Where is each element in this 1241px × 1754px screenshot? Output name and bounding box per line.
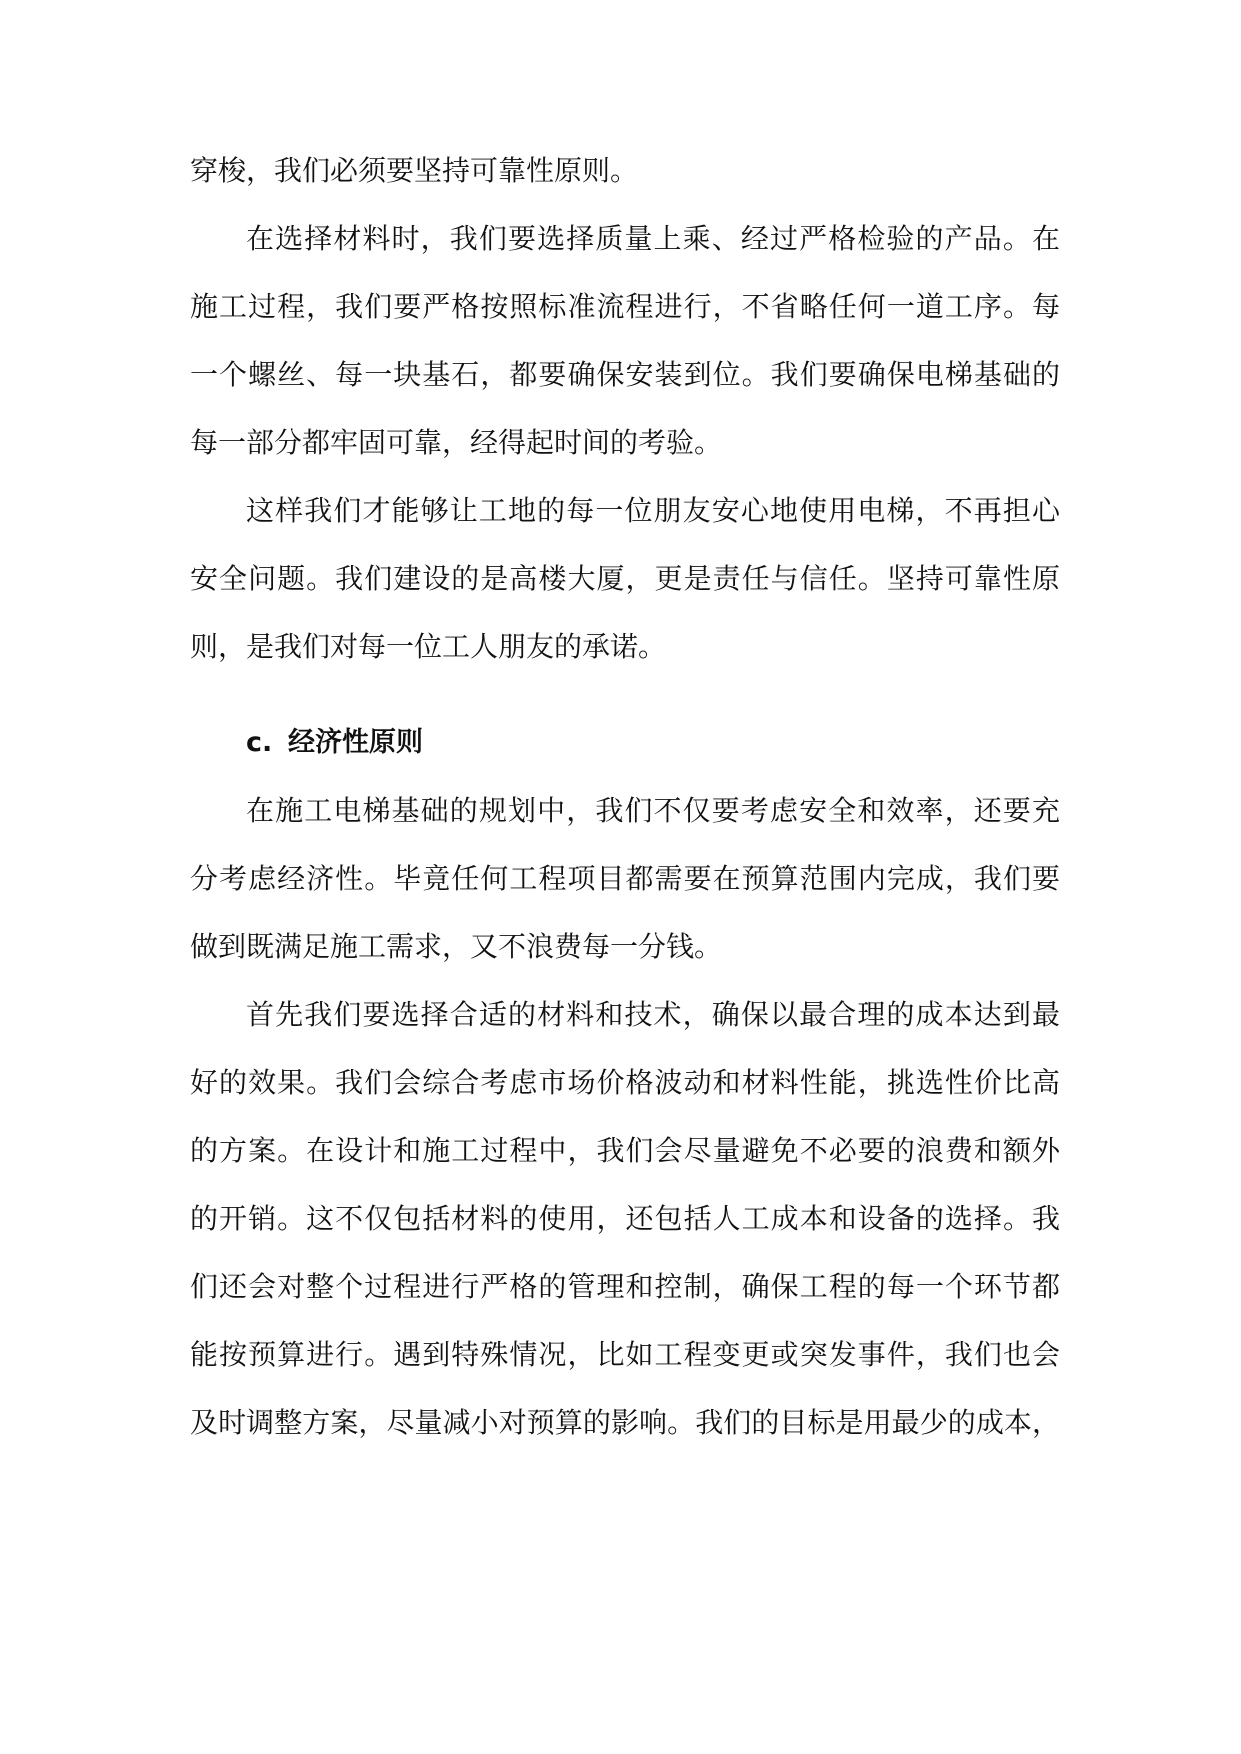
paragraph-material-selection	[190, 205, 1060, 477]
text-line: 施工过程，我们要严格按照标准流程进行，不省略任何一道工序。每	[190, 290, 1060, 323]
text-line: 一个螺丝、每一块基石，都要确保安装到位。我们要确保电梯基础的	[190, 358, 1060, 391]
text-line: 及时调整方案，尽量减小对预算的影响。我们的目标是用最少的成本，	[190, 1406, 1060, 1439]
text-line: 好的效果。我们会综合考虑市场价格波动和材料性能，挑选性价比高	[190, 1066, 1060, 1099]
section-number: c.	[246, 727, 273, 758]
text-line: 这样我们才能够让工地的每一位朋友安心地使用电梯，不再担心	[246, 494, 1060, 527]
text-line: 们还会对整个过程进行严格的管理和控制，确保工程的每一个环节都	[190, 1270, 1060, 1303]
text-line: 首先我们要选择合适的材料和技术，确保以最合理的成本达到最	[246, 998, 1060, 1031]
document-body	[190, 137, 1060, 1457]
text-line: 的方案。在设计和施工过程中，我们会尽量避免不必要的浪费和额外	[190, 1134, 1060, 1167]
text-line: 在选择材料时，我们要选择质量上乘、经过严格检验的产品。在	[246, 222, 1060, 255]
text-line: 则，是我们对每一位工人朋友的承诺。	[190, 630, 667, 663]
text-line: 做到既满足施工需求，又不浪费每一分钱。	[190, 930, 723, 963]
section-heading	[190, 709, 1060, 777]
text-line: 能按预算进行。遇到特殊情况，比如工程变更或突发事件，我们也会	[190, 1338, 1060, 1371]
paragraph-reliability-commitment	[190, 477, 1060, 681]
section-title: 经济性原则	[288, 727, 423, 758]
paragraph-economy-intro	[190, 777, 1060, 981]
text-line: 穿梭，我们必须要坚持可靠性原则。	[190, 154, 639, 187]
text-line: 分考虑经济性。毕竟任何工程项目都需要在预算范围内完成，我们要	[190, 862, 1060, 895]
text-line: 安全问题。我们建设的是高楼大厦，更是责任与信任。坚持可靠性原	[190, 562, 1060, 595]
paragraph-continuation	[190, 137, 1060, 205]
paragraph-economy-details	[190, 981, 1060, 1457]
text-line: 的开销。这不仅包括材料的使用，还包括人工成本和设备的选择。我	[190, 1202, 1060, 1235]
text-line: 每一部分都牢固可靠，经得起时间的考验。	[190, 426, 723, 459]
text-line: 在施工电梯基础的规划中，我们不仅要考虑安全和效率，还要充	[246, 794, 1060, 827]
